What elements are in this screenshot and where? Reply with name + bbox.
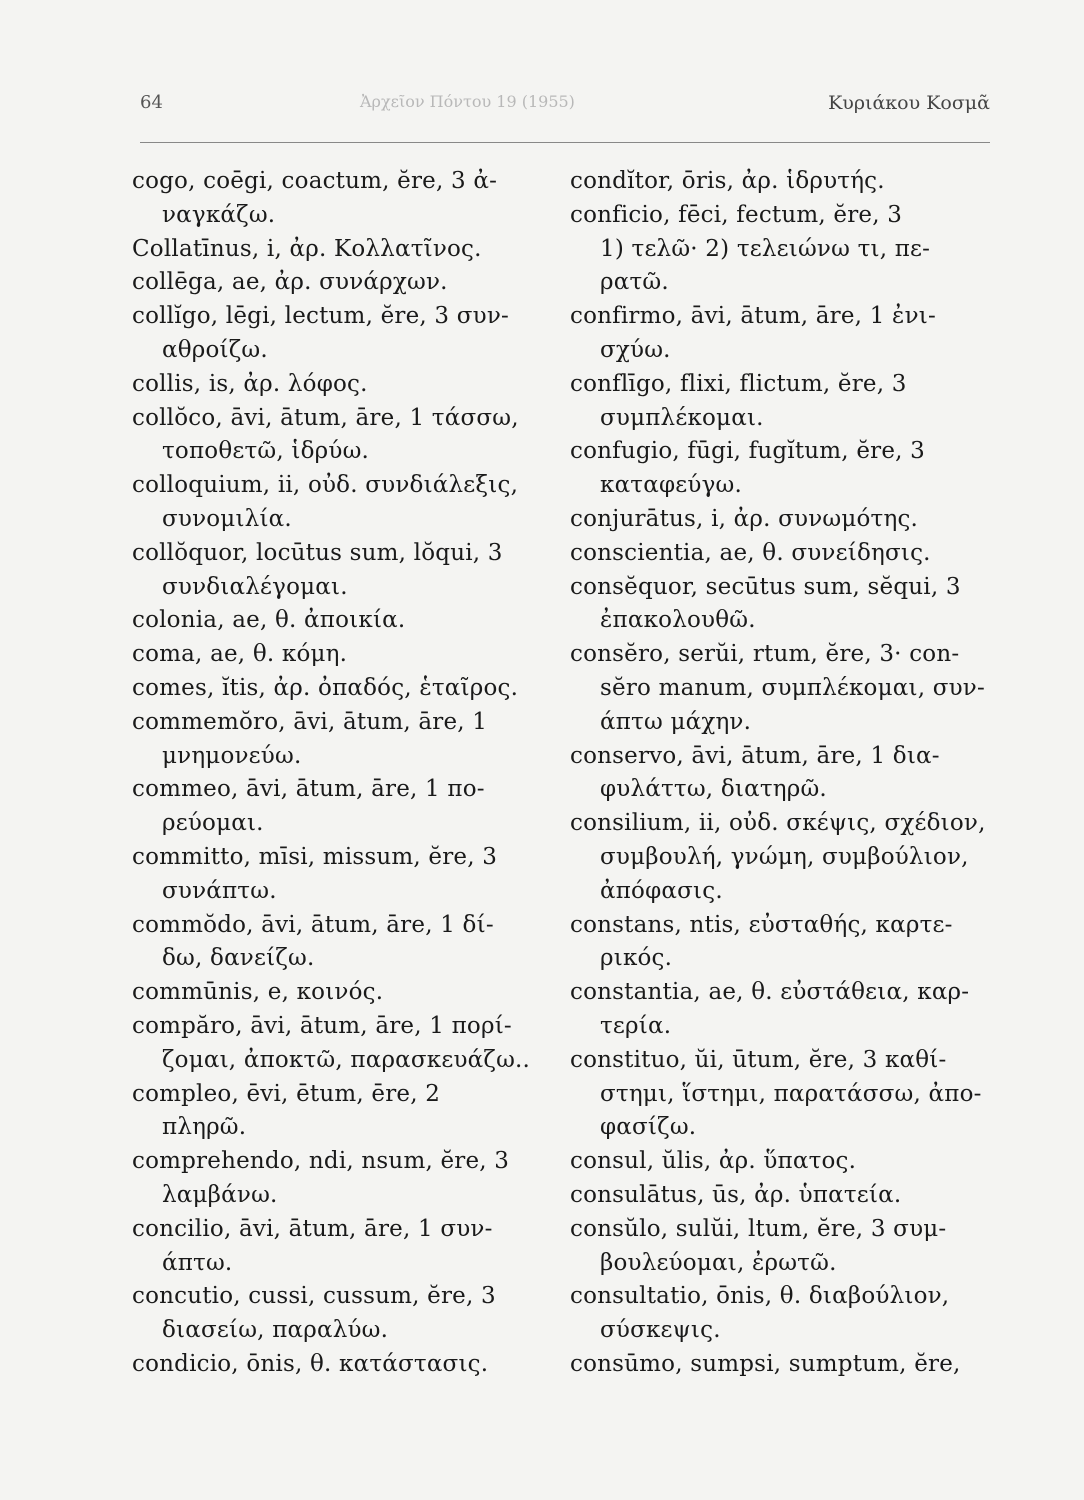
entry-headline: conflīgo, flixi, flictum, ĕre, 3 bbox=[570, 370, 907, 397]
entry-continuation: ἐπακολουθῶ. bbox=[600, 607, 756, 634]
entry-headline: constans, ntis, εὐσταθής, καρτε- bbox=[570, 911, 953, 938]
entry-headline: colonia, ae, θ. ἀποικία. bbox=[132, 607, 406, 634]
entry-headline: conjurātus, i, ἀρ. συνωμότης. bbox=[570, 505, 919, 532]
dictionary-entry bbox=[132, 909, 542, 977]
dictionary-entry bbox=[132, 537, 542, 605]
dictionary-entry bbox=[570, 503, 990, 537]
entry-continuation: άπτω μάχην. bbox=[600, 708, 752, 735]
entry-continuation: συμβουλή, γνώμη, συμβούλιον, bbox=[600, 843, 969, 870]
entry-headline: collŏco, āvi, ātum, āre, 1 τάσσω, bbox=[132, 404, 519, 431]
entry-headline: comprehendo, ndi, nsum, ĕre, 3 bbox=[132, 1148, 510, 1175]
dictionary-entry bbox=[132, 1213, 542, 1281]
entry-headline: collēga, ae, ἀρ. συνάρχων. bbox=[132, 269, 448, 296]
author-name: Κυριάκου Κοσμᾶ bbox=[828, 92, 990, 114]
entry-headline: condĭtor, ōris, ἀρ. ἱδρυτής. bbox=[570, 168, 885, 194]
entry-continuation: λαμβάνω. bbox=[162, 1181, 278, 1208]
entry-continuation: τερία. bbox=[600, 1012, 672, 1039]
entry-headline: compleo, ēvi, ētum, ēre, 2 bbox=[132, 1080, 441, 1107]
dictionary-entry bbox=[570, 1280, 990, 1348]
entry-headline: constituo, ŭi, ūtum, ĕre, 3 καθί- bbox=[570, 1046, 947, 1073]
entry-continuation: συμπλέκομαι. bbox=[600, 404, 764, 431]
entry-headline: concutio, cussi, cussum, ĕre, 3 bbox=[132, 1283, 496, 1310]
dictionary-entry bbox=[570, 1111, 990, 1145]
dictionary-entry bbox=[570, 266, 990, 300]
entry-continuation: τοποθετῶ, ἱδρύω. bbox=[162, 438, 370, 465]
entry-headline: concilio, āvi, ātum, āre, 1 συν- bbox=[132, 1215, 493, 1242]
entry-headline: coma, ae, θ. κόμη. bbox=[132, 641, 348, 668]
entry-continuation: πληρῶ. bbox=[162, 1114, 247, 1141]
entry-headline: consĕquor, secūtus sum, sĕqui, 3 bbox=[570, 573, 961, 600]
dictionary-entry bbox=[570, 1213, 990, 1281]
entry-headline: condicio, ōnis, θ. κατάστασις. bbox=[132, 1350, 489, 1377]
dictionary-entry bbox=[132, 976, 542, 1010]
entry-headline: consultatio, ōnis, θ. διαβούλιον, bbox=[570, 1283, 950, 1310]
dictionary-entry bbox=[132, 672, 542, 706]
entry-continuation: αθροίζω. bbox=[162, 336, 268, 363]
entry-continuation: ζομαι, ἀποκτῶ, παρασκευάζω.. bbox=[162, 1046, 531, 1073]
entry-continuation: σχύω. bbox=[600, 336, 671, 363]
entry-headline: commeo, āvi, ātum, āre, 1 πο- bbox=[132, 776, 485, 803]
dictionary-entry bbox=[570, 1044, 990, 1112]
dictionary-entry bbox=[570, 807, 990, 875]
entry-continuation: φασίζω. bbox=[600, 1114, 697, 1141]
entry-headline: colloquium, ii, οὐδ. συνδιάλεξις, bbox=[132, 472, 519, 499]
entry-headline: collis, is, ἀρ. λόφος. bbox=[132, 370, 368, 397]
header-rule bbox=[140, 142, 990, 143]
entry-continuation: σύσκεψις. bbox=[600, 1317, 721, 1344]
entry-headline: confugio, fūgi, fugĭtum, ĕre, 3 bbox=[570, 438, 926, 465]
entry-headline: committo, mīsi, missum, ĕre, 3 bbox=[132, 843, 498, 870]
entry-headline: conscientia, ae, θ. συνείδησις. bbox=[570, 539, 931, 566]
entry-headline: conservo, āvi, ātum, āre, 1 δια- bbox=[570, 742, 940, 769]
entry-continuation: sĕro manum, συμπλέκομαι, συν- bbox=[600, 674, 985, 701]
dictionary-entry bbox=[132, 165, 542, 233]
entry-headline: confirmo, āvi, ātum, āre, 1 ἐνι- bbox=[570, 303, 936, 330]
dictionary-entry bbox=[570, 875, 990, 909]
dictionary-entry bbox=[132, 1078, 542, 1146]
dictionary-entry bbox=[570, 976, 990, 1044]
dictionary-entry bbox=[570, 1348, 990, 1382]
entry-headline: constantia, ae, θ. εὐστάθεια, καρ- bbox=[570, 979, 970, 1006]
dictionary-entry bbox=[132, 773, 542, 841]
page-number: 64 bbox=[140, 92, 163, 113]
dictionary-entry bbox=[132, 1010, 542, 1078]
entry-continuation: δω, δανείζω. bbox=[162, 945, 315, 972]
page-header bbox=[140, 92, 990, 122]
entry-continuation: ναγκάζω. bbox=[162, 201, 276, 228]
entry-continuation: 1) τελῶ· 2) τελειώνω τι, πε- bbox=[600, 235, 931, 262]
dictionary-entry bbox=[132, 1348, 542, 1382]
entry-headline: commemŏro, āvi, ātum, āre, 1 bbox=[132, 708, 488, 735]
entry-headline: consulātus, ūs, ἀρ. ὑπατεία. bbox=[570, 1181, 902, 1208]
running-head: Ἀρχεῖον Πόντου 19 (1955) bbox=[360, 92, 575, 111]
dictionary-entry bbox=[132, 402, 542, 470]
entry-continuation: ρατῶ. bbox=[600, 269, 669, 296]
entry-headline: consul, ŭlis, ἀρ. ὕπατος. bbox=[570, 1148, 857, 1175]
dictionary-entry bbox=[570, 199, 990, 267]
entry-continuation: καταφεύγω. bbox=[600, 472, 742, 499]
entry-continuation: συνδιαλέγομαι. bbox=[162, 573, 348, 600]
entry-headline: consūmo, sumpsi, sumptum, ĕre, bbox=[570, 1350, 961, 1377]
dictionary-entry bbox=[570, 435, 990, 503]
dictionary-entry bbox=[570, 909, 990, 977]
dictionary-entry bbox=[570, 1145, 990, 1179]
entry-headline: consilium, ii, οὐδ. σκέψις, σχέδιον, bbox=[570, 810, 986, 837]
entry-continuation: ρεύομαι. bbox=[162, 810, 264, 837]
entry-headline: cogo, coēgi, coactum, ĕre, 3 ἀ- bbox=[132, 168, 498, 194]
dictionary-entry bbox=[132, 604, 542, 638]
dictionary-entry bbox=[132, 1280, 542, 1348]
dictionary-entry bbox=[570, 368, 990, 436]
entry-continuation: στημι, ἵστημι, παρατάσσω, ἀπο- bbox=[600, 1080, 982, 1107]
dictionary-entry bbox=[132, 1145, 542, 1213]
entry-continuation: μνημονεύω. bbox=[162, 742, 302, 769]
entry-headline: collĭgo, lēgi, lectum, ĕre, 3 συν- bbox=[132, 303, 510, 330]
dictionary-entry bbox=[132, 368, 542, 402]
left-column bbox=[132, 165, 542, 1382]
dictionary-entry bbox=[132, 706, 542, 774]
dictionary-entry bbox=[570, 165, 990, 199]
entry-headline: conficio, fēci, fectum, ĕre, 3 bbox=[570, 201, 903, 228]
entry-headline: commŏdo, āvi, ātum, āre, 1 δί- bbox=[132, 911, 494, 938]
dictionary-entry bbox=[570, 1179, 990, 1213]
dictionary-entry bbox=[570, 300, 990, 368]
entry-continuation: διασείω, παραλύω. bbox=[162, 1317, 389, 1344]
dictionary-entry bbox=[132, 841, 542, 909]
entry-headline: collŏquor, locūtus sum, lŏqui, 3 bbox=[132, 539, 503, 566]
dictionary-entry bbox=[570, 740, 990, 808]
dictionary-entry bbox=[132, 233, 542, 267]
entry-continuation: συνομιλία. bbox=[162, 505, 292, 532]
entry-headline: Collatīnus, i, ἀρ. Κολλατῖνος. bbox=[132, 235, 482, 262]
entry-headline: compăro, āvi, ātum, āre, 1 πορί- bbox=[132, 1012, 512, 1039]
entry-headline: comes, ĭtis, ἀρ. ὀπαδός, ἑταῖρος. bbox=[132, 674, 519, 701]
dictionary-entry bbox=[132, 469, 542, 537]
dictionary-entry bbox=[570, 706, 990, 740]
entry-headline: consĕro, serŭi, rtum, ĕre, 3· con- bbox=[570, 641, 960, 668]
entry-continuation: συνάπτω. bbox=[162, 877, 277, 904]
dictionary-entry bbox=[570, 571, 990, 639]
entry-continuation: άπτω. bbox=[162, 1249, 233, 1276]
right-column bbox=[570, 165, 990, 1382]
entry-headline: commūnis, e, κοινός. bbox=[132, 979, 384, 1006]
entry-continuation: ρικός. bbox=[600, 945, 673, 972]
dictionary-entry bbox=[132, 266, 542, 300]
entry-continuation: ἀπόφασις. bbox=[600, 877, 723, 904]
dictionary-entry bbox=[132, 300, 542, 368]
entry-continuation: φυλάττω, διατηρῶ. bbox=[600, 776, 827, 803]
entry-continuation: βουλεύομαι, ἐρωτῶ. bbox=[600, 1249, 837, 1276]
dictionary-entry bbox=[570, 638, 990, 706]
dictionary-entry bbox=[570, 537, 990, 571]
entry-headline: consŭlo, sulŭi, ltum, ĕre, 3 συμ- bbox=[570, 1215, 947, 1242]
dictionary-entry bbox=[132, 638, 542, 672]
